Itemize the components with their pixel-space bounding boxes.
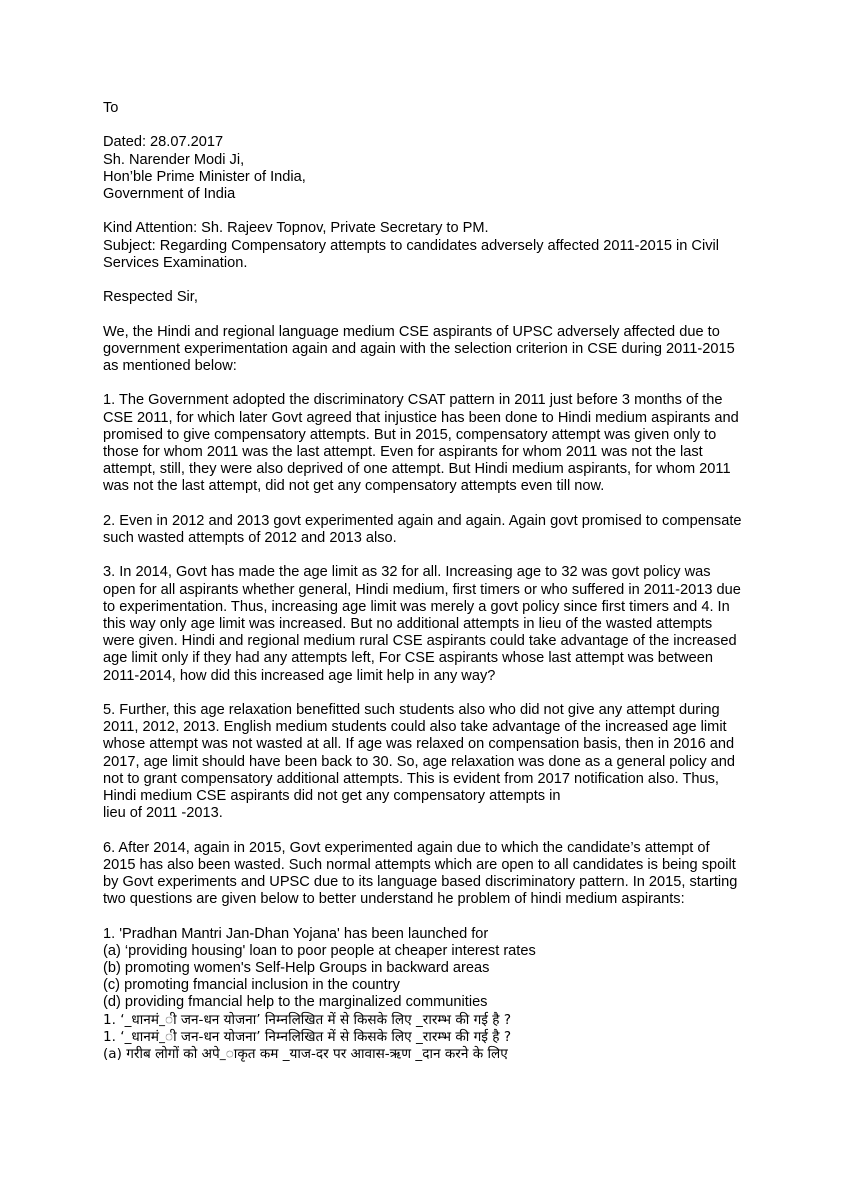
to-line: To <box>103 100 119 116</box>
question-stem: 1. 'Pradhan Mantri Jan-Dhan Yojana' has been launched for <box>103 925 489 942</box>
question-option-b: (b) promoting women's Self-Help Groups in backward areas <box>103 960 490 976</box>
question-option-a: (a) ‘providing housing' loan to poor people at cheaper interest rates <box>103 942 536 959</box>
point-5 <box>103 702 743 822</box>
question-option-c: (c) promoting fmancial inclusion in the country <box>103 977 400 994</box>
point-6: 6. After 2014, again in 2015, Govt experimented again due to which the candidate’s attempt of 2015 has also been wasted. Such normal attempts which are open to all candidates is being spoilt by Govt experiments and UPSC due to its language based discriminatory pattern. In 2015, starting two questions are given below to better understand he problem of hindi medium aspirants: <box>103 839 738 908</box>
recipient-name: Sh. Narender Modi Ji, <box>103 151 245 168</box>
letter-body <box>103 100 743 1063</box>
attention-line: Kind Attention: Sh. Rajeev Topnov, Private Secretary to PM. <box>103 220 489 237</box>
hindi-question-line-2: 1. ‘_धानमं_ी जन-धन योजना’ निम्नलिखित में से किसके लिए _रारम्भ की गई है ? <box>103 1028 512 1045</box>
date-and-recipient <box>103 134 743 203</box>
recipient-title: Hon’ble Prime Minister of India, <box>103 168 306 185</box>
recipient-org: Government of India <box>103 186 236 202</box>
intro-paragraph: We, the Hindi and regional language medium CSE aspirants of UPSC adversely affected due to government experimentation again and again with the selection criterion in CSE during 2011-2015 as mentioned below: <box>103 323 735 374</box>
point-5-text: 5. Further, this age relaxation benefitted such students also who did not give any attempt during 2011, 2012, 2013. English medium students could also take advantage of the increased age limit whose attempt was not wasted at all. If age was relaxed on compensation basis, then in 2016 and 2017, age limit should have been back to 30. So, age relaxation was done as a general policy and not to grant compensatory additional attempts. This is evident from 2017 notification also. Thus, Hindi medium CSE aspirants did not get any compensatory attempts in <box>103 701 736 804</box>
attention-and-subject <box>103 220 743 272</box>
salutation: Respected Sir, <box>103 289 198 306</box>
point-2: 2. Even in 2012 and 2013 govt experimented again and again. Again govt promised to compensate such wasted attempts of 2012 and 2013 also. <box>103 512 742 546</box>
point-5-tail: lieu of 2011 -2013. <box>103 805 223 822</box>
hindi-option-a: (a) गरीब लोगों को अपे_ाकृत कम _याज-दर पर आवास-ऋण _दान करने के लिए <box>103 1046 508 1063</box>
point-1: 1. The Government adopted the discriminatory CSAT pattern in 2011 just before 3 months of the CSE 2011, for which later Govt agreed that injustice has been done to Hindi medium aspirants and promised to give compensatory attempts. But in 2015, compensatory attempt was given only to those for whom 2011 was the last attempt. Even for aspirants for whom 2011 was not the last attempt, still, they were also deprived of one attempt. But Hindi medium aspirants, for whom 2011 was not the last attempt, did not get any compensatory attempts even till now. <box>103 392 739 495</box>
question-option-d: (d) providing fmancial help to the marginalized communities <box>103 994 488 1011</box>
date-line: Dated: 28.07.2017 <box>103 134 224 151</box>
point-3: 3. In 2014, Govt has made the age limit as 32 for all. Increasing age to 32 was govt policy was open for all aspirants whether general, Hindi medium, first timers or who suffered in 2011-2013 due to experimentation. Thus, increasing age limit was merely a govt policy since first timers and 4. In this way only age limit was increased. But no additional attempts in lieu of the wasted attempts were given. Hindi and regional medium rural CSE aspirants could take advantage of the increased age limit only if they had any attempts left, For CSE aspirants whose last attempt was between 2011-2014, how did this increased age limit help in any way? <box>103 564 741 684</box>
hindi-question-line-1: 1. ‘_धानमं_ी जन-धन योजना’ निम्नलिखित में से किसके लिए _रारम्भ की गई है ? <box>103 1011 512 1028</box>
subject-line: Subject: Regarding Compensatory attempts to candidates adversely affected 2011-2015 in Civil Services Examination. <box>103 237 719 271</box>
sample-question <box>103 926 743 1064</box>
